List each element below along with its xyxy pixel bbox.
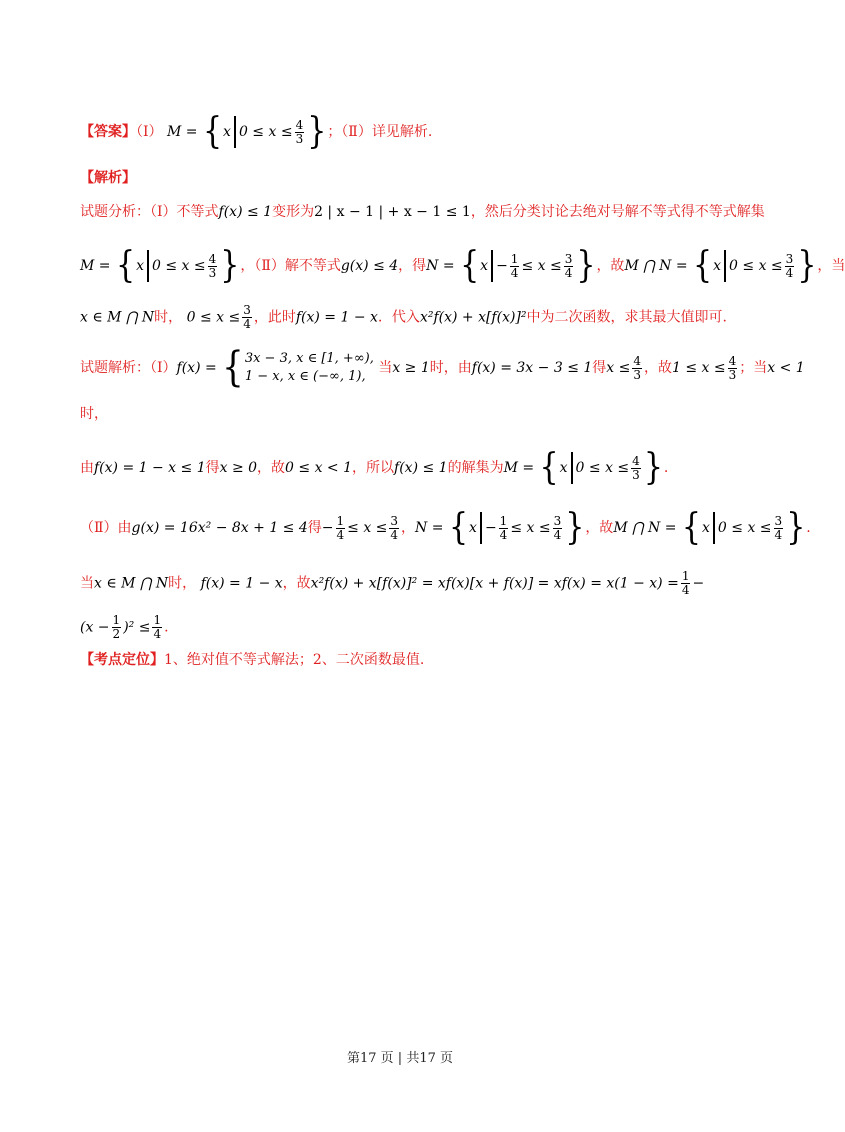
keypoint-text: 1、绝对值不等式解法；2、二次函数最值. (164, 652, 425, 668)
fraction: $\frac{4}{3}$ (295, 117, 304, 146)
answer-line: 【答案】（Ⅰ） M = {x 0 ≤ x ≤ $\frac{4}{3}$ }；（Ⅱ）详见解析. (80, 110, 433, 153)
solution-paragraph-2: 由f(x) = 1 − x ≤ 1得x ≥ 0，故0 ≤ x < 1，所以f(x) ≤ 1的解集为M = {x 0 ≤ x ≤ $\frac{4}{3}$ }. (80, 446, 669, 489)
analysis-paragraph-2: M = {x 0 ≤ x ≤ $\frac{4}{3}$ }，（Ⅱ）解不等式g(x) ≤ 4，得N = {x − $\frac{1}{4}$ ≤ x ≤ $\frac{3}{4}$ }，故M ⋂ N = {x 0 ≤ x ≤ $\frac{3}{4}$ }，当 (80, 244, 845, 287)
analysis-tag: 【解析】 (80, 170, 136, 186)
keypoint-line (80, 650, 424, 670)
answer-tag: 【答案】 (80, 124, 136, 140)
solution-paragraph-1: 试题解析：（Ⅰ）f(x) = {3x − 3, x ∈ [1, +∞), 1 − x, x ∈ (−∞, 1), 当x ≥ 1时，由f(x) = 3x − 3 ≤ 1得x ≤ $\frac{4}{3}$ ，故1 ≤ x ≤ $\frac{4}{3}$ ；当x < 1 (80, 344, 805, 392)
analysis-paragraph-1: 试题分析：（Ⅰ）不等式f(x) ≤ 1变形为2 | x − 1 | + x − 1 ≤ 1，然后分类讨论去绝对号解不等式得不等式解集 (80, 204, 765, 220)
solution-paragraph-3: （Ⅱ）由g(x) = 16x² − 8x + 1 ≤ 4得− $\frac{1}{4}$ ≤ x ≤ $\frac{3}{4}$ ，N = {x − $\frac{1}{4}$ ≤ x ≤ $\frac{3}{4}$ }，故M ⋂ N = {x 0 ≤ x ≤ $\frac{3}{4}$ }. (80, 506, 811, 549)
solution-paragraph-4-cont: (x − $\frac{1}{2}$ )² ≤ $\frac{1}{4}$ . (80, 613, 169, 641)
solution-paragraph-1-cont: 时， (80, 406, 108, 422)
analysis-paragraph-3: x ∈ M ⋂ N时， 0 ≤ x ≤ $\frac{3}{4}$ ，此时f(x) = 1 − x．代入x²f(x) + x[f(x)]²中为二次函数，求其最大值即可. (80, 303, 727, 331)
page-footer: 第17 页 | 共17 页 (347, 1051, 453, 1066)
solution-paragraph-4: 当x ∈ M ⋂ N时， f(x) = 1 − x，故x²f(x) + x[f(x)]² = xf(x)[x + f(x)] = xf(x) = x(1 − x) = $\frac{1}{4}$ − (80, 569, 705, 597)
keypoint-tag: 【考点定位】 (80, 652, 164, 668)
